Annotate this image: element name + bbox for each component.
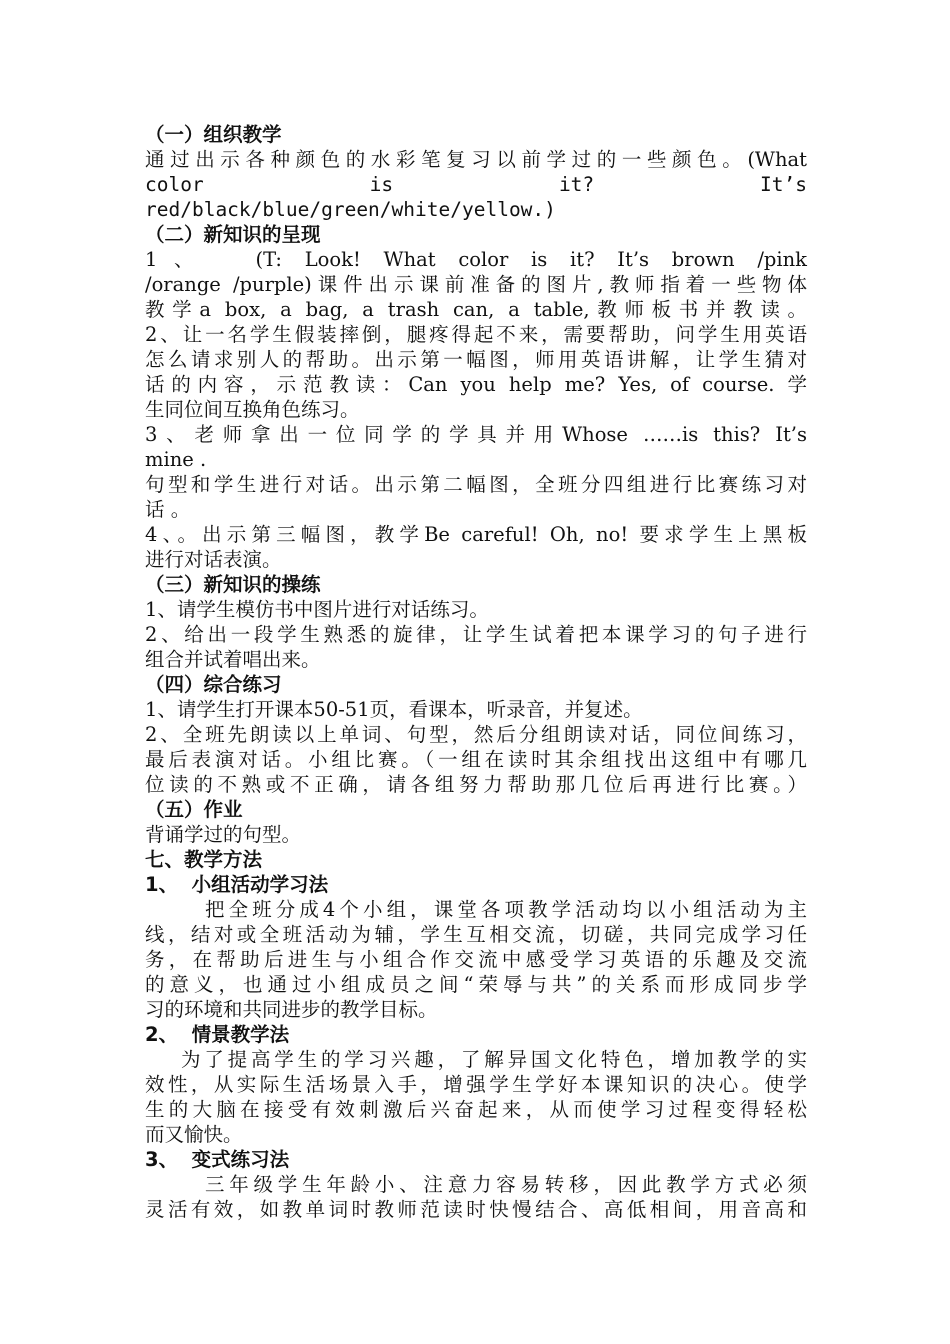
paragraph-line: 1、请学生打开课本50-51页，看课本，听录音，并复述。 <box>145 698 643 721</box>
paragraph-line: 4、。出示第三幅图，教学Be careful! Oh, no! 要求学生上黑板 <box>145 523 807 546</box>
paragraph-line: 务，在帮助后进生与小组合作交流中感受学习英语的乐趣及交流 <box>145 948 807 971</box>
paragraph-line: mine . <box>145 448 207 471</box>
paragraph-line: 三年级学生年龄小、注意力容易转移，因此教学方式必须 <box>205 1173 807 1196</box>
paragraph-line: 教学a box, a bag, a trash can, a table,教师板书并教读。 <box>145 298 807 321</box>
paragraph-line: 生同位间互换角色练习。 <box>145 398 360 421</box>
paragraph-line: 1、 (T: Look! What color is it? It’s brown /pink <box>145 248 807 271</box>
method-heading-2: 2、 情景教学法 <box>145 1023 290 1046</box>
paragraph-line: 位读的不熟或不正确，请各组努力帮助那几位后再进行比赛。） <box>145 773 807 796</box>
paragraph-line: 怎么请求别人的帮助。出示第一幅图，师用英语讲解，让学生猜对 <box>145 348 807 371</box>
paragraph-line: 进行对话表演。 <box>145 548 282 571</box>
paragraph-line: 2、给出一段学生熟悉的旋律，让学生试着把本课学习的句子进行 <box>145 623 807 646</box>
section-heading-3: （三）新知识的操练 <box>145 573 321 596</box>
paragraph-line: 背诵学过的句型。 <box>145 823 302 846</box>
paragraph-line: red/black/blue/green/white/yellow.) <box>145 198 556 221</box>
paragraph-line: 最后表演对话。小组比赛。（一组在读时其余组找出这组中有哪几 <box>145 748 807 771</box>
paragraph-line: 灵活有效，如教单词时教师范读时快慢结合、高低相间，用音高和 <box>145 1198 807 1221</box>
paragraph-line: 3、老师拿出一位同学的学具并用Whose ……is this? It’s <box>145 423 807 446</box>
paragraph-line: 通过出示各种颜色的水彩笔复习以前学过的一些颜色。(What <box>145 148 807 171</box>
paragraph-line: 组合并试着唱出来。 <box>145 648 321 671</box>
paragraph-line: color is it? It’s <box>145 173 807 196</box>
section-heading-1: （一）组织教学 <box>145 123 282 146</box>
section-heading-2: （二）新知识的呈现 <box>145 223 321 246</box>
document-page <box>145 122 807 1222</box>
section-heading-4: （四）综合练习 <box>145 673 282 696</box>
section-heading-5: （五）作业 <box>145 798 243 821</box>
paragraph-line: 2、全班先朗读以上单词、句型，然后分组朗读对话，同位间练习， <box>145 723 807 746</box>
paragraph-line: 句型和学生进行对话。出示第二幅图，全班分四组进行比赛练习对 <box>145 473 807 496</box>
paragraph-line: 生的大脑在接受有效刺激后兴奋起来，从而使学习过程变得轻松 <box>145 1098 807 1121</box>
paragraph-line: 而又愉快。 <box>145 1123 243 1146</box>
paragraph-line: /orange /purple)课件出示课前准备的图片,教师指着一些物体 <box>145 273 807 296</box>
paragraph-line: 2、让一名学生假装摔倒，腿疼得起不来，需要帮助，问学生用英语 <box>145 323 807 346</box>
section-heading-7: 七、教学方法 <box>145 848 263 871</box>
paragraph-line: 线，结对或全班活动为辅，学生互相交流，切磋，共同完成学习任 <box>145 923 807 946</box>
paragraph-line: 话 。 <box>145 498 191 521</box>
paragraph-line: 习的环境和共同进步的教学目标。 <box>145 998 438 1021</box>
paragraph-line: 的意义，也通过小组成员之间“荣辱与共”的关系而形成同步学 <box>145 973 807 996</box>
method-heading-1: 1、 小组活动学习法 <box>145 873 329 896</box>
paragraph-line: 为了提高学生的学习兴趣，了解异国文化特色，增加教学的实 <box>181 1048 807 1071</box>
paragraph-line: 把全班分成4个小组，课堂各项教学活动均以小组活动为主 <box>205 898 807 921</box>
paragraph-line: 话的内容，示范教读：Can you help me? Yes, of course. 学 <box>145 373 807 396</box>
paragraph-line: 效性，从实际生活场景入手，增强学生学好本课知识的决心。使学 <box>145 1073 807 1096</box>
method-heading-3: 3、 变式练习法 <box>145 1148 290 1171</box>
paragraph-line: 1、请学生模仿书中图片进行对话练习。 <box>145 598 489 621</box>
